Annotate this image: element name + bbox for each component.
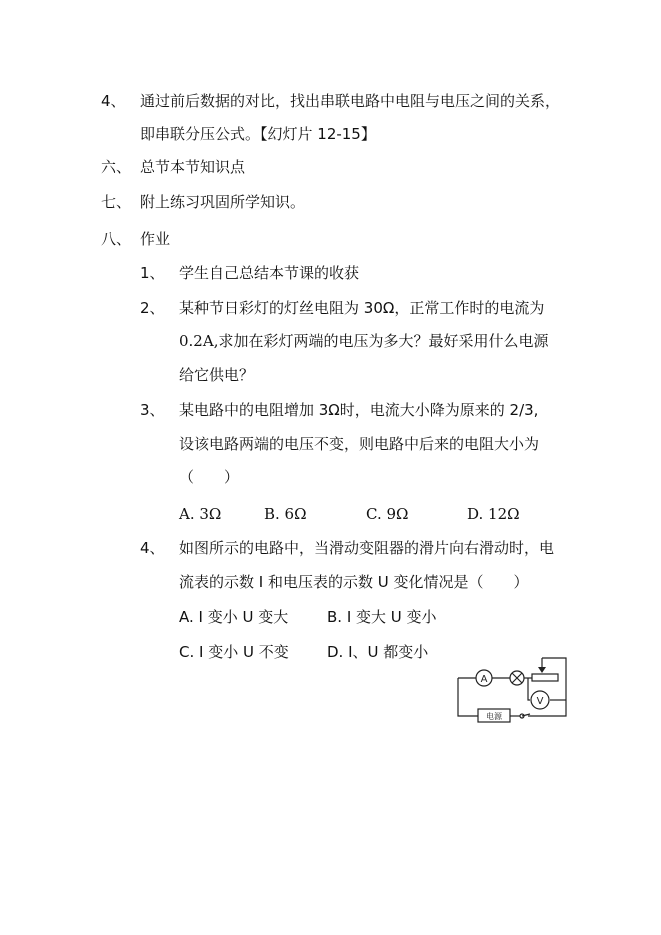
item-number: 4、 — [101, 92, 126, 110]
homework-text: 学生自己总结本节课的收获 — [179, 264, 360, 282]
item-text: 总节本节知识点 — [140, 158, 246, 176]
homework-text: 设该电路两端的电压不变，则电路中后来的电阻大小为 — [179, 435, 540, 453]
option-b: B. 6Ω — [264, 505, 307, 523]
homework-text: 给它供电？ — [179, 366, 255, 384]
item-text: 作业 — [140, 230, 171, 248]
option-c: C. I 变小 U 不变 — [179, 643, 289, 661]
option-c: C. 9Ω — [366, 505, 409, 523]
homework-text: 流表的示数 I 和电压表的示数 U 变化情况是（ ） — [179, 573, 529, 591]
ammeter-label: A — [480, 674, 488, 685]
homework-text: 如图所示的电路中，当滑动变阻器的滑片向右滑动时，电 — [179, 539, 555, 557]
homework-text: 某电路中的电阻增加 3Ω时，电流大小降为原来的 2/3, — [179, 401, 539, 419]
item-text: 通过前后数据的对比，找出串联电路中电阻与电压之间的关系， — [140, 92, 561, 110]
homework-number: 3、 — [140, 401, 165, 419]
item-number: 六、 — [101, 158, 132, 176]
homework-text: （ ） — [179, 468, 240, 486]
option-d: D. 12Ω — [467, 505, 520, 523]
option-d: D. I、U 都变小 — [327, 643, 429, 661]
wire-voltmeter-left — [528, 678, 530, 700]
wire-left — [458, 678, 478, 716]
item-text: 附上练习巩固所学知识。 — [140, 193, 306, 211]
option-a: A. I 变小 U 变大 — [179, 608, 289, 626]
homework-number: 1、 — [140, 264, 165, 282]
circuit-diagram — [452, 652, 574, 724]
rheostat — [532, 674, 558, 681]
item-text: 即串联分压公式。【幻灯片 12-15】 — [140, 125, 376, 143]
homework-number: 2、 — [140, 299, 165, 317]
homework-text: 某种节日彩灯的灯丝电阻为 30Ω，正常工作时的电流为 — [179, 299, 545, 317]
homework-text: 0.2A,求加在彩灯两端的电压为多大？最好采用什么电源 — [179, 332, 549, 350]
homework-number: 4、 — [140, 539, 165, 557]
option-b: B. I 变大 U 变小 — [327, 608, 437, 626]
wire-bottom-right — [528, 658, 566, 716]
item-number: 七、 — [101, 193, 132, 211]
option-a: A. 3Ω — [179, 505, 222, 523]
voltmeter-label: V — [536, 696, 544, 707]
power-source-label: 电源 — [486, 712, 502, 721]
slider-arrow — [538, 667, 546, 673]
item-number: 八、 — [101, 230, 132, 248]
